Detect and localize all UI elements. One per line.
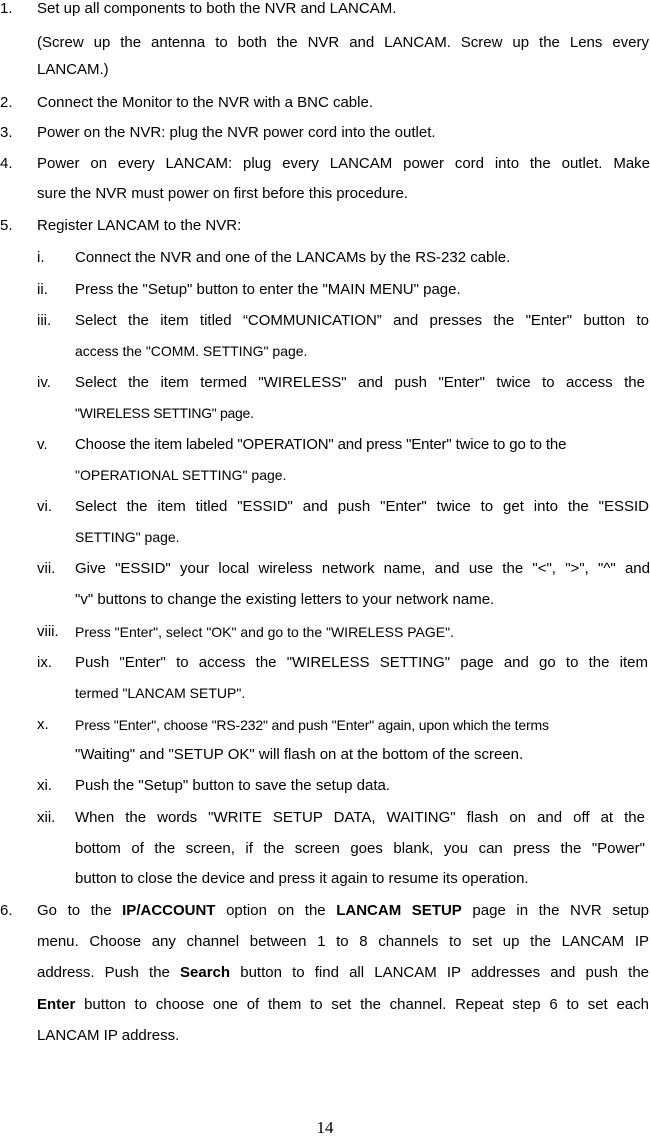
sub-item-text: Select the item titled “COMMUNICATION” and presses the "Enter" button to (75, 312, 649, 329)
item-number: 1. (0, 0, 13, 17)
sub-item-number: ix. (37, 654, 52, 671)
ip-account-option: IP/ACCOUNT (122, 902, 216, 919)
sub-item-text-line: "v" buttons to change the existing letters to your network name. (75, 591, 495, 608)
search-button-term: Search (180, 964, 231, 981)
sub-item-number: xi. (37, 777, 52, 794)
sub-item-text: Press "Enter", choose "RS-232" and push "Enter" again, upon which the terms (75, 717, 549, 733)
sub-item-text: Choose the item labeled "OPERATION" and press "Enter" twice to go to the (75, 436, 567, 453)
sub-item-number: x. (37, 716, 49, 733)
sub-item-number: iii. (37, 312, 52, 329)
item-number: 5. (0, 217, 13, 234)
sub-item-number: i. (37, 249, 45, 266)
item-text: page in the NVR setup (461, 902, 650, 919)
item-text: Register LANCAM to the NVR: (37, 217, 242, 234)
sub-item-number: xii. (37, 809, 56, 826)
page-number: 14 (316, 1118, 334, 1137)
sub-item-text: bottom of the screen, if the screen goes blank, you can press the "Power" (75, 840, 645, 857)
item-text-line (37, 996, 649, 1014)
item-text: Power on every LANCAM: plug every LANCAM power cord into the outlet. Make (37, 155, 650, 172)
item-text: address. Push the (37, 964, 181, 981)
sub-item-text-line: "Waiting" and "SETUP OK" will flash on at the bottom of the screen. (75, 746, 524, 763)
sub-item-number: vi. (37, 498, 52, 515)
item-text: Connect the Monitor to the NVR with a BNC cable. (37, 94, 373, 111)
sub-item-text: Push the "Setup" button to save the setup data. (75, 777, 391, 794)
item-text: (Screw up the antenna to both the NVR and LANCAM. Screw up the Lens every (37, 34, 649, 51)
sub-item-text: Give "ESSID" your local wireless network name, and use the "<", ">", "^" and (75, 560, 650, 577)
enter-button-term: Enter (37, 996, 76, 1013)
item-text: Power on the NVR: plug the NVR power cord into the outlet. (37, 124, 436, 141)
sub-item-text-line: access the "COMM. SETTING" page. (75, 343, 308, 359)
sub-item-number: ii. (37, 281, 48, 298)
sub-item-text: When the words "WRITE SETUP DATA, WAITING" flash on and off at the (75, 809, 645, 826)
sub-item-number: vii. (37, 560, 56, 577)
item-text-line (37, 34, 649, 52)
item-text: Go to the (37, 902, 123, 919)
sub-item-text-line: "WIRELESS SETTING" page. (75, 405, 254, 421)
item-number: 6. (0, 902, 13, 919)
item-text: Set up all components to both the NVR and LANCAM. (37, 0, 397, 17)
item-text-line: LANCAM.) (37, 61, 109, 78)
item-text-line: LANCAM IP address. (37, 1027, 180, 1044)
item-text-line: sure the NVR must power on first before this procedure. (37, 185, 409, 202)
item-text: button to find all LANCAM IP addresses and push the (230, 964, 650, 981)
sub-item-number: viii. (37, 623, 59, 640)
sub-item-text: Connect the NVR and one of the LANCAMs by the RS-232 cable. (75, 249, 511, 266)
item-text-line (37, 964, 649, 982)
item-number: 3. (0, 124, 13, 141)
sub-item-text: Press the "Setup" button to enter the "MAIN MENU" page. (75, 281, 461, 298)
sub-item-text-line: "OPERATIONAL SETTING" page. (75, 467, 287, 483)
sub-item-text-line (75, 840, 645, 858)
sub-item-text-line: SETTING" page. (75, 529, 180, 545)
sub-item-number: iv. (37, 374, 51, 391)
sub-item-number: v. (37, 436, 48, 453)
sub-item-text: Push "Enter" to access the "WIRELESS SETTING" page and go to the item (75, 654, 648, 671)
item-text: menu. Choose any channel between 1 to 8 channels to set up the LANCAM IP (37, 933, 649, 950)
sub-item-text: Press "Enter", select "OK" and go to the "WIRELESS PAGE". (75, 624, 454, 640)
lancam-setup-page: LANCAM SETUP (336, 902, 462, 919)
item-number: 4. (0, 155, 13, 172)
item-text: option on the (215, 902, 337, 919)
sub-item-text: Select the item termed "WIRELESS" and push "Enter" twice to access the (75, 374, 645, 391)
item-text-line (37, 933, 649, 951)
sub-item-text: Select the item titled "ESSID" and push "Enter" twice to get into the "ESSID (75, 498, 649, 515)
item-number: 2. (0, 94, 13, 111)
sub-item-text-line: button to close the device and press it again to resume its operation. (75, 870, 529, 887)
sub-item-text-line: termed "LANCAM SETUP". (75, 685, 246, 701)
item-text: button to choose one of them to set the channel. Repeat step 6 to set each (75, 996, 649, 1013)
